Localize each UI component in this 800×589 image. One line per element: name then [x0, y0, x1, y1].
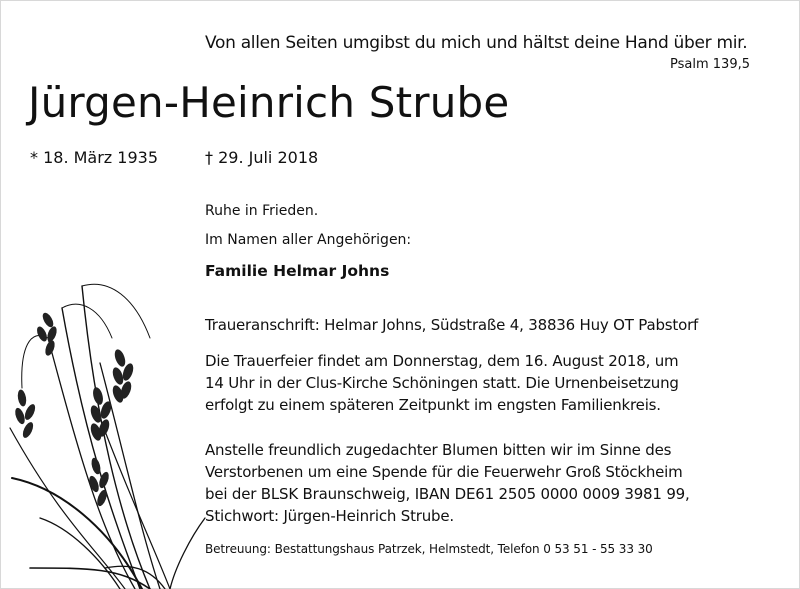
deceased-name: Jürgen-Heinrich Strube [28, 78, 510, 127]
ceremony-line: Die Trauerfeier findet am Donnerstag, dem 16. August 2018, um [205, 352, 679, 370]
ceremony-paragraph [205, 350, 679, 416]
death-date: † 29. Juli 2018 [205, 148, 319, 167]
ceremony-line: 14 Uhr in der Clus-Kirche Schöningen statt. Die Urnenbeisetzung [205, 374, 679, 392]
bible-quote: Von allen Seiten umgibst du mich und hältst deine Hand über mir. [205, 33, 748, 53]
donation-line: bei der BLSK Braunschweig, IBAN DE61 2505 0000 0009 3981 99, [205, 485, 690, 503]
birth-date: * 18. März 1935 [30, 148, 159, 167]
mourning-address: Traueranschrift: Helmar Johns, Südstraße 4, 38836 Huy OT Pabstorf [205, 316, 699, 334]
ceremony-line: erfolgt zu einem späteren Zeitpunkt im engsten Familienkreis. [205, 396, 661, 414]
donation-line: Verstorbenen um eine Spende für die Feuerwehr Groß Stöckheim [205, 463, 683, 481]
funeral-home-credit: Betreuung: Bestattungshaus Patrzek, Helmstedt, Telefon 0 53 51 - 55 33 30 [205, 542, 653, 556]
donation-paragraph [205, 439, 690, 527]
on-behalf-text: Im Namen aller Angehörigen: [205, 232, 412, 248]
farewell-text: Ruhe in Frieden. [205, 203, 319, 219]
quote-source: Psalm 139,5 [670, 57, 750, 72]
family-name: Familie Helmar Johns [205, 262, 390, 280]
wheat-ears-icon [0, 268, 210, 589]
donation-line: Anstelle freundlich zugedachter Blumen bitten wir im Sinne des [205, 441, 672, 459]
donation-line: Stichwort: Jürgen-Heinrich Strube. [205, 507, 454, 525]
